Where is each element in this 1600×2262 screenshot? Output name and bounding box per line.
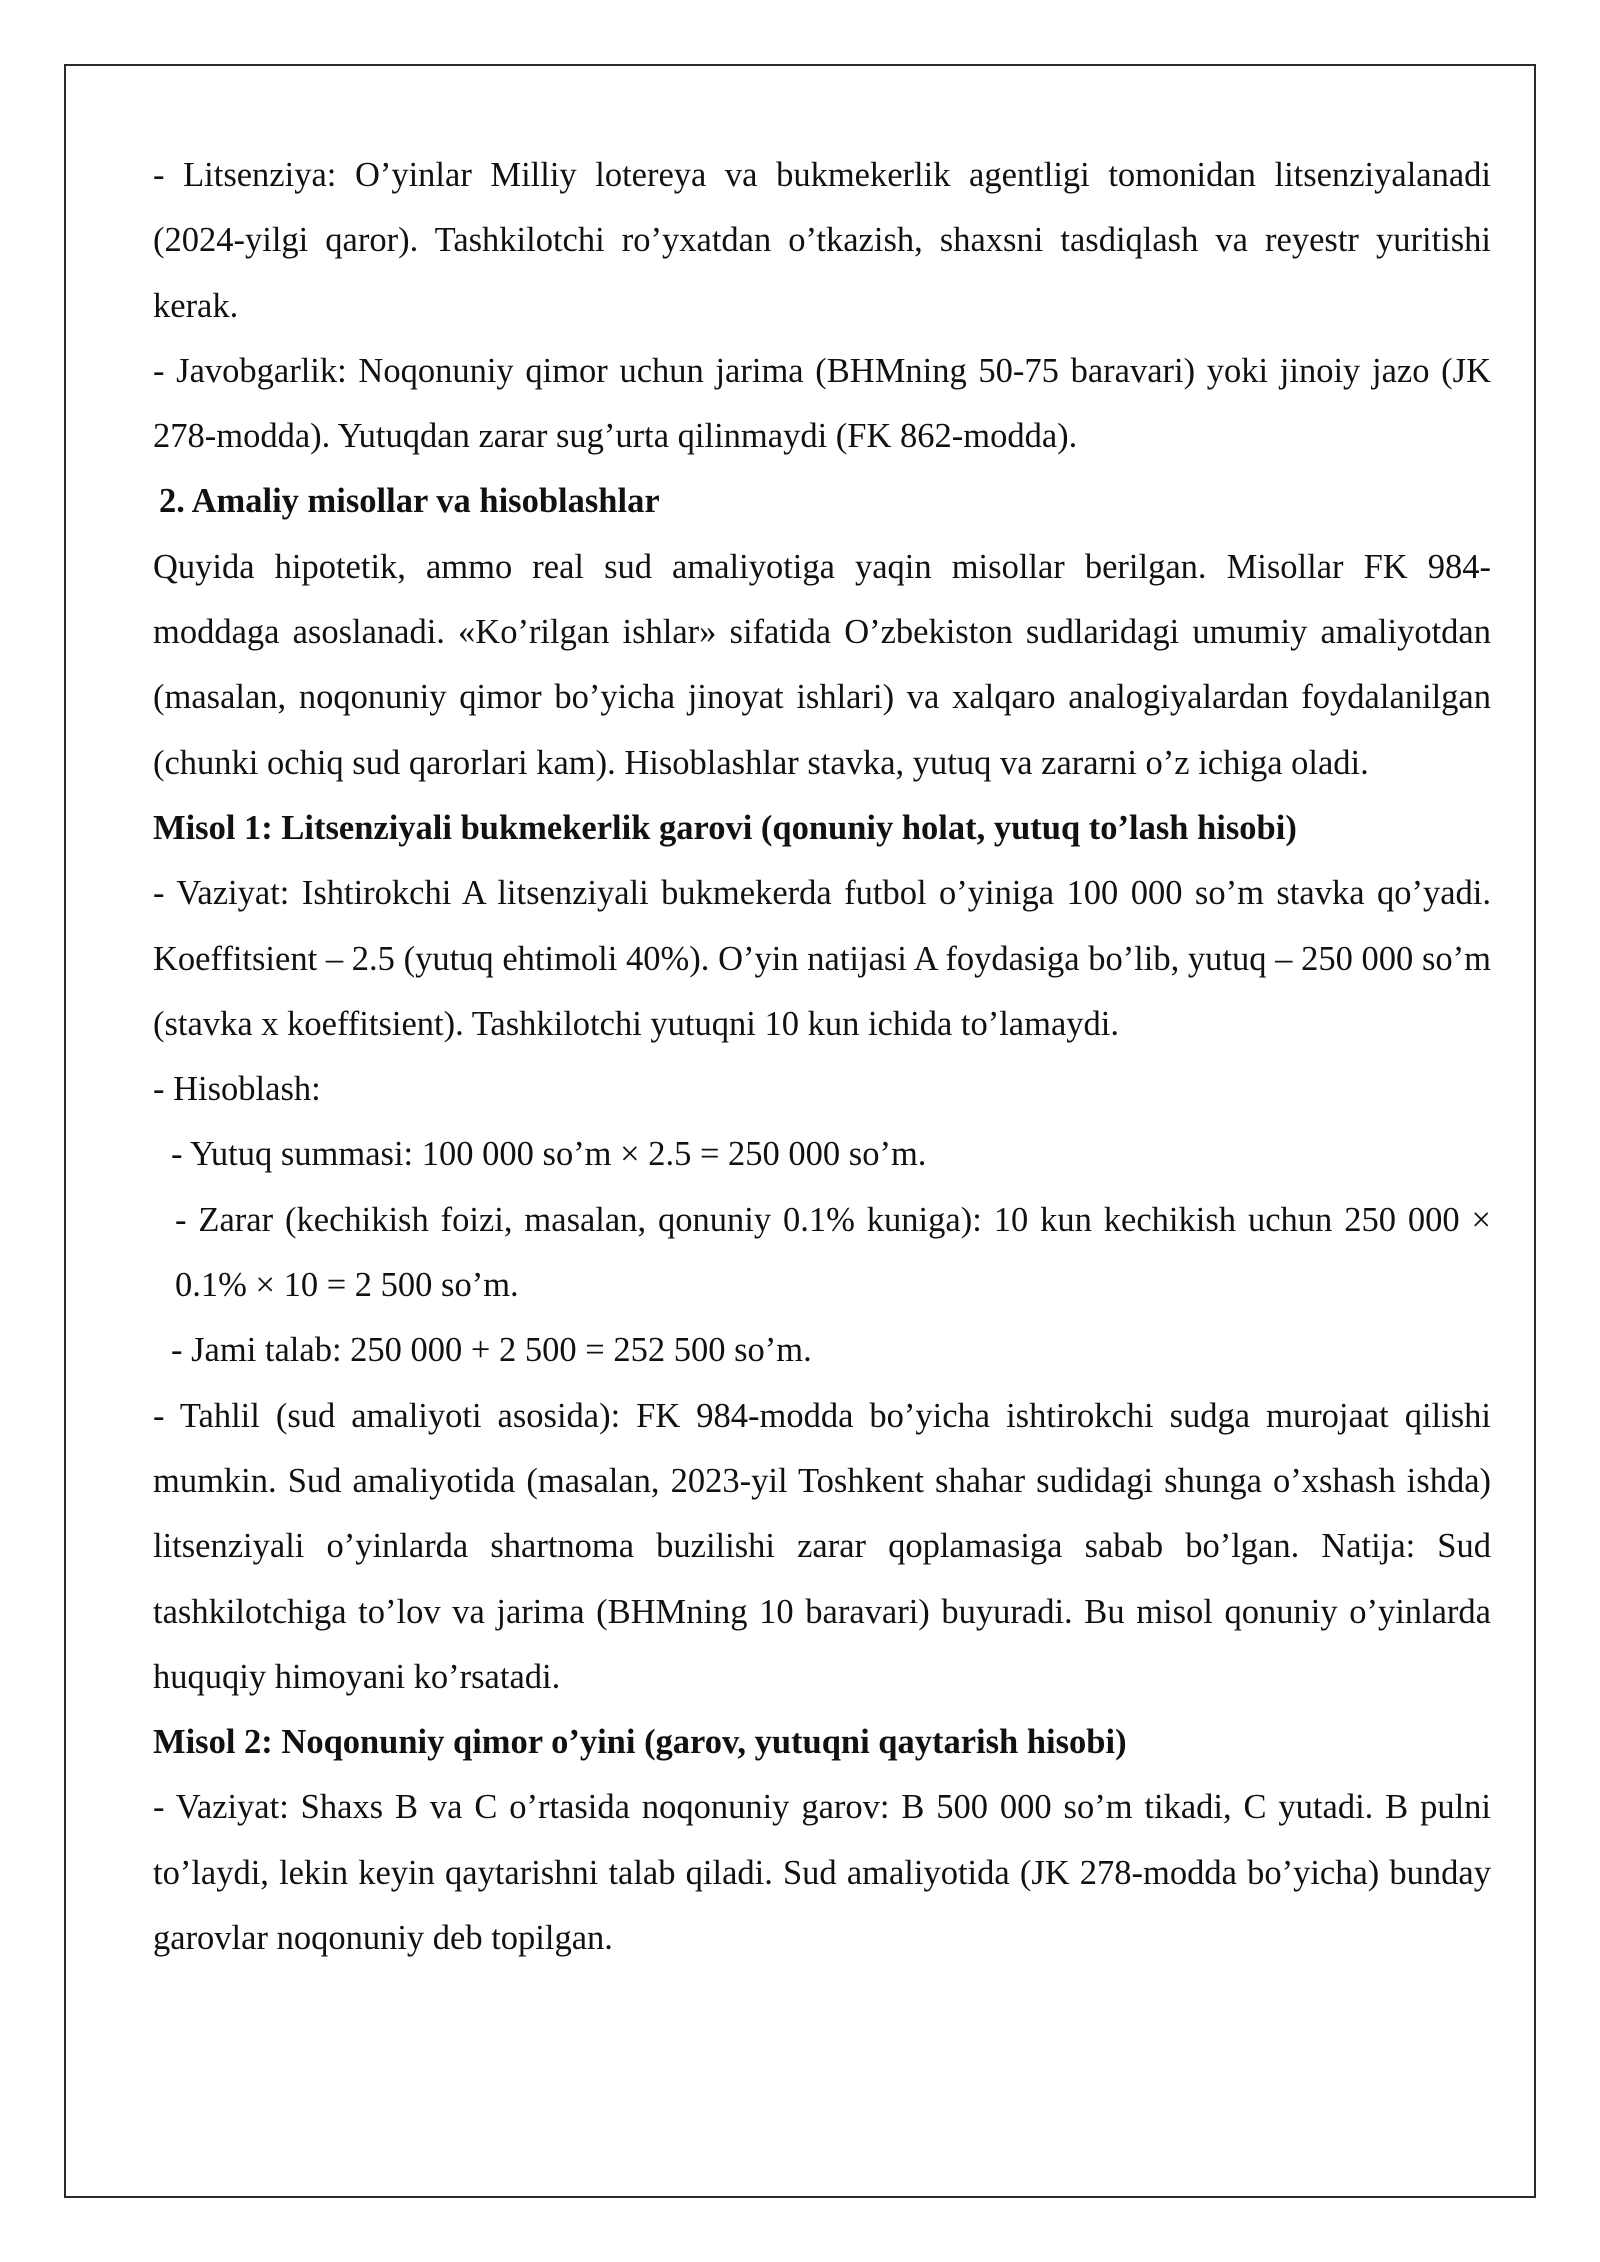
example-1-damage-line: - Zarar (kechikish foizi, masalan, qonuniy 0.1% kuniga): 10 kun kechikish uchun 250 000 × 0.1% × 10 = 2 500 so’m. (175, 1200, 1491, 1305)
paragraph-litsenziya: - Litsenziya: O’yinlar Milliy lotereya va bukmekerlik agentligi tomonidan litsenziyalanadi (2024-yilgi qaror). Tashkilotchi ro’yxatdan o’tkazish, shaxsni tasdiqlash va reyestr yuritishi kerak. (153, 156, 1491, 325)
paragraph-intro: Quyida hipotetik, ammo real sud amaliyotiga yaqin misollar berilgan. Misollar FK 984-moddaga asoslanadi. «Ko’rilgan ishlar» sifatida O’zbekiston sudlaridagi umumiy amaliyotdan (masalan, noqonuniy qimor bo’yicha jinoyat ishlari) va xalqaro analogiyalardan foydalanilgan (chunki ochiq sud qarorlari kam). Hisoblashlar stavka, yutuq va zararni o’z ichiga oladi. (153, 547, 1491, 782)
example-1-winnings-line: - Yutuq summasi: 100 000 so’m × 2.5 = 250 000 so’m. (171, 1135, 927, 1174)
example-1-total-line: - Jami talab: 250 000 + 2 500 = 252 500 so’m. (171, 1331, 812, 1370)
paragraph-javobgarlik: - Javobgarlik: Noqonuniy qimor uchun jarima (BHMning 50-75 baravari) yoki jinoiy jazo (JK 278-modda). Yutuqdan zarar sug’urta qilinmaydi (FK 862-modda). (153, 351, 1491, 456)
example-1-situation: - Vaziyat: Ishtirokchi A litsenziyali bukmekerda futbol o’yiniga 100 000 so’m stavka qo’yadi. Koeffitsient – 2.5 (yutuq ehtimoli 40%). O’yin natijasi A foydasiga bo’lib, yutuq – 250 000 so’m (stavka x koeffitsient). Tashkilotchi yutuqni 10 kun ichida to’lamaydi. (153, 874, 1491, 1043)
example-2-situation: - Vaziyat: Shaxs B va C o’rtasida noqonuniy garov: B 500 000 so’m tikadi, C yutadi. B pulni to’laydi, lekin keyin qaytarishni talab qiladi. Sud amaliyotida (JK 278-modda bo’yicha) bunday garovlar noqonuniy deb topilgan. (153, 1788, 1491, 1958)
example-1-calculation-label: - Hisoblash: (153, 1070, 321, 1109)
document-body (153, 143, 1491, 1971)
section-heading: 2. Amaliy misollar va hisoblashlar (159, 482, 660, 521)
example-1-analysis: - Tahlil (sud amaliyoti asosida): FK 984-modda bo’yicha ishtirokchi sudga murojaat qilishi mumkin. Sud amaliyotida (masalan, 2023-yil Toshkent shahar sudidagi shunga o’xshash ishda) litsenziyali o’yinlarda shartnoma buzilishi zarar qoplamasiga sabab bo’lgan. Natija: Sud tashkilotchiga to’lov va jarima (BHMning 10 baravari) buyuradi. Bu misol qonuniy o’yinlarda huquqiy himoyani ko’rsatadi. (153, 1396, 1491, 1696)
example-2-heading: Misol 2: Noqonuniy qimor o’yini (garov, yutuqni qaytarish hisobi) (153, 1723, 1127, 1762)
example-1-heading: Misol 1: Litsenziyali bukmekerlik garovi (qonuniy holat, yutuq to’lash hisobi) (153, 808, 1297, 847)
